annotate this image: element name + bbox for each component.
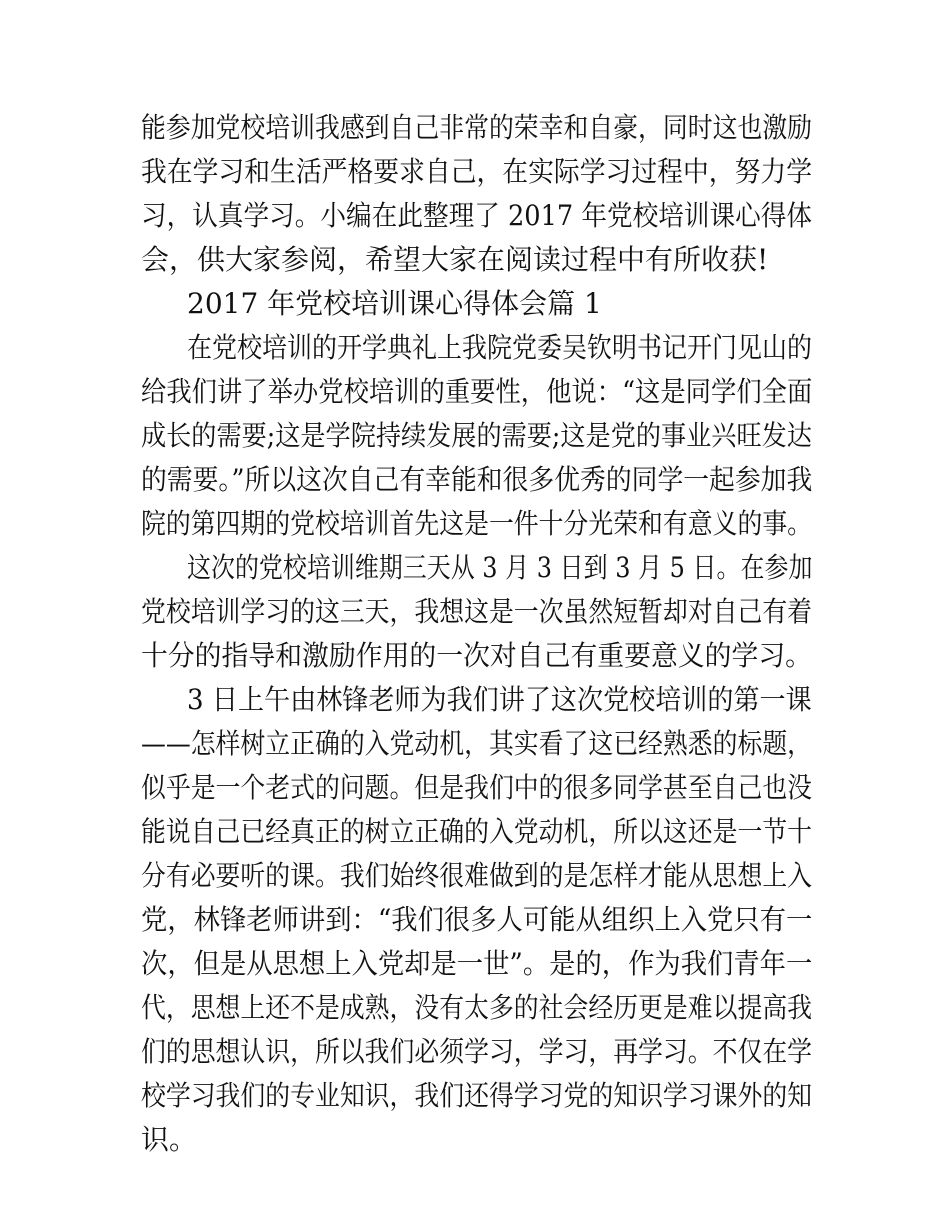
text-line: 校学习我们的专业知识，我们还得学习党的知识学习课外的知: [141, 1079, 813, 1112]
text-line: 代，思想上还不是成熟，没有太多的社会经历更是难以提高我: [141, 991, 813, 1024]
text-line: 似乎是一个老式的问题。但是我们中的很多同学甚至自己也没: [141, 771, 813, 804]
text-line: 院的第四期的党校培训首先这是一件十分光荣和有意义的事。: [141, 507, 813, 540]
text-line: 次，但是从思想上入党却是一世”。是的，作为我们青年一: [141, 947, 813, 980]
text-line: 的需要。”所以这次自己有幸能和很多优秀的同学一起参加我: [141, 463, 813, 496]
text-line: 我在学习和生活严格要求自己，在实际学习过程中，努力学: [141, 155, 813, 188]
text-line: 十分的指导和激励作用的一次对自己有重要意义的学习。: [141, 639, 813, 672]
text-line: 能参加党校培训我感到自己非常的荣幸和自豪，同时这也激励: [141, 111, 813, 144]
text-line: 给我们讲了举办党校培训的重要性，他说：“这是同学们全面: [141, 375, 813, 408]
text-line: 这次的党校培训维期三天从 3 月 3 日到 3 月 5 日。在参加: [187, 551, 813, 584]
text-line: 会，供大家参阅，希望大家在阅读过程中有所收获!: [141, 243, 769, 276]
text-line: 分有必要听的课。我们始终很难做到的是怎样才能从思想上入: [141, 859, 813, 892]
text-line: 习，认真学习。小编在此整理了 2017 年党校培训课心得体: [141, 199, 813, 232]
section-heading: 2017 年党校培训课心得体会篇 1: [187, 287, 602, 320]
text-line: 成长的需要;这是学院持续发展的需要;这是党的事业兴旺发达: [141, 419, 812, 452]
text-line: 们的思想认识，所以我们必须学习，学习，再学习。不仅在学: [141, 1035, 813, 1068]
text-line: 识。: [141, 1123, 198, 1156]
text-line: 在党校培训的开学典礼上我院党委吴钦明书记开门见山的: [187, 331, 813, 364]
text-line: 能说自己已经真正的树立正确的入党动机，所以这还是一节十: [141, 815, 813, 848]
text-line: 党校培训学习的这三天，我想这是一次虽然短暂却对自己有着: [141, 595, 813, 628]
text-line: ——怎样树立正确的入党动机，其实看了这已经熟悉的标题，: [141, 727, 813, 760]
text-line: 3 日上午由林锋老师为我们讲了这次党校培训的第一课: [187, 683, 812, 716]
text-line: 党，林锋老师讲到：“我们很多人可能从组织上入党只有一: [141, 903, 813, 936]
